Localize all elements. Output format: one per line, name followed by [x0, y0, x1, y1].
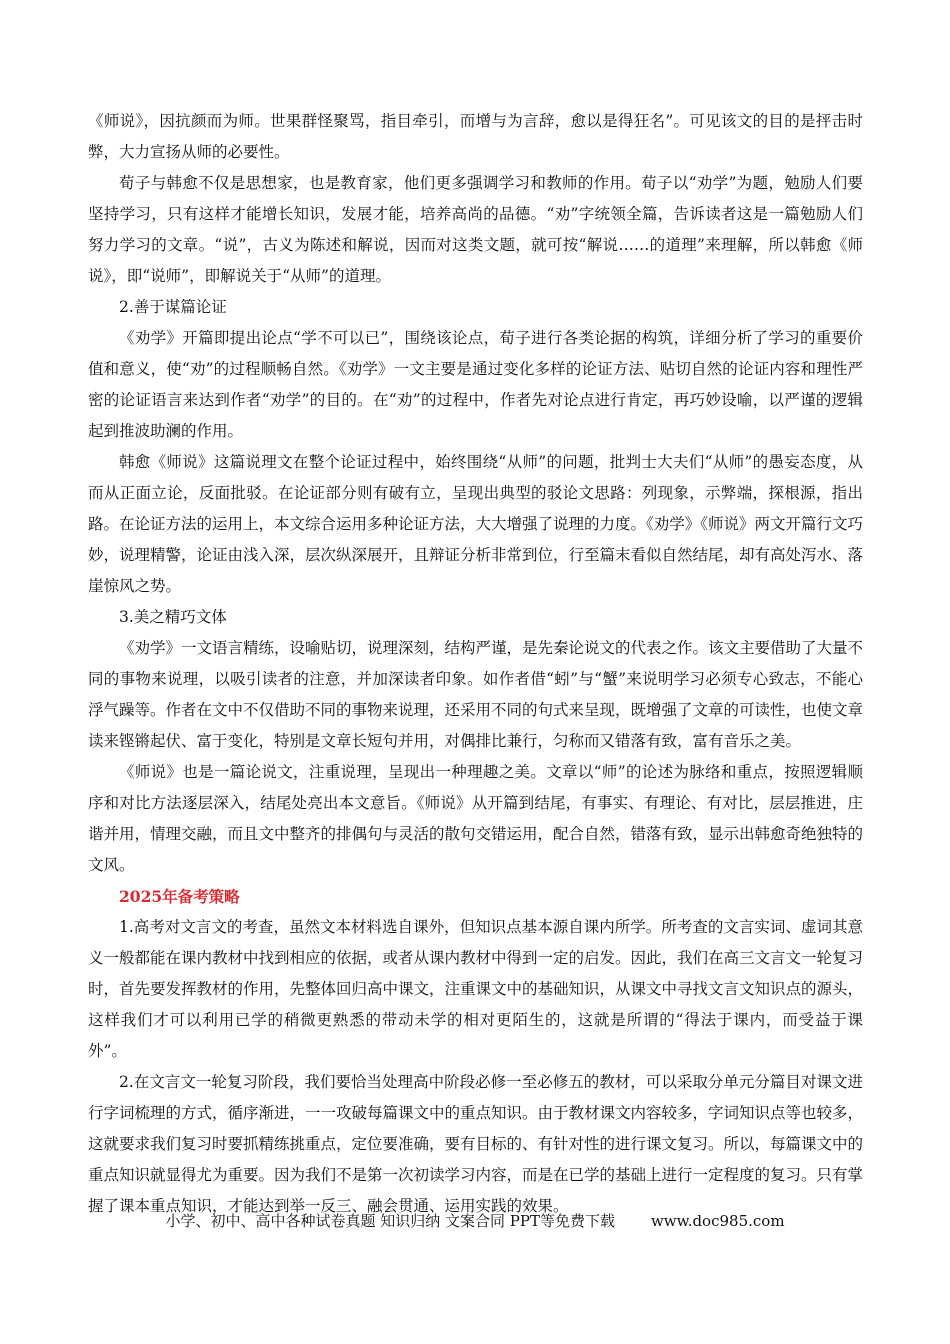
paragraph-xunzi-hanyu: 荀子与韩愈不仅是思想家，也是教育家，他们更多强调学习和教师的作用。荀子以“劝学”为题，勉励人们要坚持学习，只有这样才能增长知识，发展才能，培养高尚的品德。“劝”字统领全篇，告诉读者这是一篇勉励人们努力学习的文章。“说”，古义为陈述和解说，因而对这类文题，就可按“解说……的道理”来理解，所以韩愈《师说》，即“说师”，即解说关于“从师”的道理。 — [88, 174, 863, 285]
document-body — [88, 106, 863, 1222]
subheading-style: 3.美之精巧文体 — [119, 608, 227, 626]
footer-url[interactable]: www.doc985.com — [650, 1212, 785, 1230]
paragraph-quanxue-argument: 《劝学》开篇即提出论点“学不可以已”，围绕该论点，荀子进行各类论据的构筑，详细分析了学习的重要价值和意义，使“劝”的过程顺畅自然。《劝学》一文主要是通过变化多样的论证方法、贴切自然的论证内容和理性严密的论证语言来达到作者“劝学”的目的。在“劝”的过程中，作者先对论点进行肯定，再巧妙设喻，以严谨的逻辑起到推波助澜的作用。 — [88, 329, 863, 440]
paragraph-strategy-1: 1.高考对文言文的考查，虽然文本材料选自课外，但知识点基本源自课内所学。所考查的文言实词、虚词其意义一般都能在课内教材中找到相应的依据，或者从课内教材中得到一定的启发。因此，我们在高三文言文一轮复习时，首先要发挥教材的作用，先整体回归高中课文，注重课文中的基础知识，从课文中寻找文言文知识点的源头，这样我们才可以利用已学的稍微更熟悉的带动未学的相对更陌生的，这就是所谓的“得法于课内，而受益于课外”。 — [88, 918, 864, 1060]
footer-text: 小学、初中、高中各种试卷真题 知识归纳 文案合同 PPT等免费下载 — [165, 1212, 615, 1230]
paragraph-strategy-2: 2.在文言文一轮复习阶段，我们要恰当处理高中阶段必修一至必修五的教材，可以采取分单元分篇目对课文进行字词梳理的方式，循序渐进，一一攻破每篇课文中的重点知识。由于教材课文内容较多，字词知识点等也较多，这就要求我们复习时要抓精练挑重点，定位要准确，要有目标的、有针对性的进行课文复习。所以，每篇课文中的重点知识就显得尤为重要。因为我们不是第一次初读学习内容，而是在已学的基础上进行一定程度的复习。只有掌握了课本重点知识，才能达到举一反三、融会贯通、运用实践的效果。 — [88, 1073, 864, 1215]
subheading-argument: 2.善于谋篇论证 — [119, 298, 227, 316]
page-footer — [0, 1210, 950, 1232]
paragraph-continuation: 《师说》，因抗颜而为师。世果群怪聚骂，指目牵引，而增与为言辞，愈以是得狂名”。可见该文的目的是抨击时弊，大力宣扬从师的必要性。 — [88, 112, 863, 161]
paragraph-quanxue-style: 《劝学》一文语言精练，设喻贴切，说理深刻，结构严谨，是先秦论说文的代表之作。该文主要借助了大量不同的事物来说理，以吸引读者的注意，并加深读者印象。如作者借“蚓”与“蟹”来说明学习必须专心致志，不能心浮气躁等。作者在文中不仅借助不同的事物来说理，还采用不同的句式来呈现，既增强了文章的可读性，也使文章读来铿锵起伏、富于变化，特别是文章长短句并用，对偶排比兼行，匀称而又错落有致，富有音乐之美。 — [88, 639, 864, 750]
section-title-strategy: 2025年备考策略 — [119, 887, 240, 906]
paragraph-shishuo-style: 《师说》也是一篇论说文，注重说理，呈现出一种理趣之美。文章以“师”的论述为脉络和重点，按照逻辑顺序和对比方法逐层深入，结尾处亮出本文意旨。《师说》从开篇到结尾，有事实、有理论、有对比，层层推进，庄谐并用，情理交融，而且文中整齐的排偶句与灵活的散句交错运用，配合自然，错落有致，显示出韩愈奇绝独特的文风。 — [88, 763, 864, 874]
paragraph-shishuo-argument: 韩愈《师说》这篇说理文在整个论证过程中，始终围绕“从师”的问题，批判士大夫们“从师”的愚妄态度，从而从正面立论，反面批驳。在论证部分则有破有立，呈现出典型的驳论文思路：列现象，示弊端，探根源，指出路。在论证方法的运用上，本文综合运用多种论证方法，大大增强了说理的力度。《劝学》《师说》两文开篇行文巧妙，说理精警，论证由浅入深，层次纵深展开，且辩证分析非常到位，行至篇末看似自然结尾，却有高处泻水、落崖惊风之势。 — [88, 453, 864, 595]
